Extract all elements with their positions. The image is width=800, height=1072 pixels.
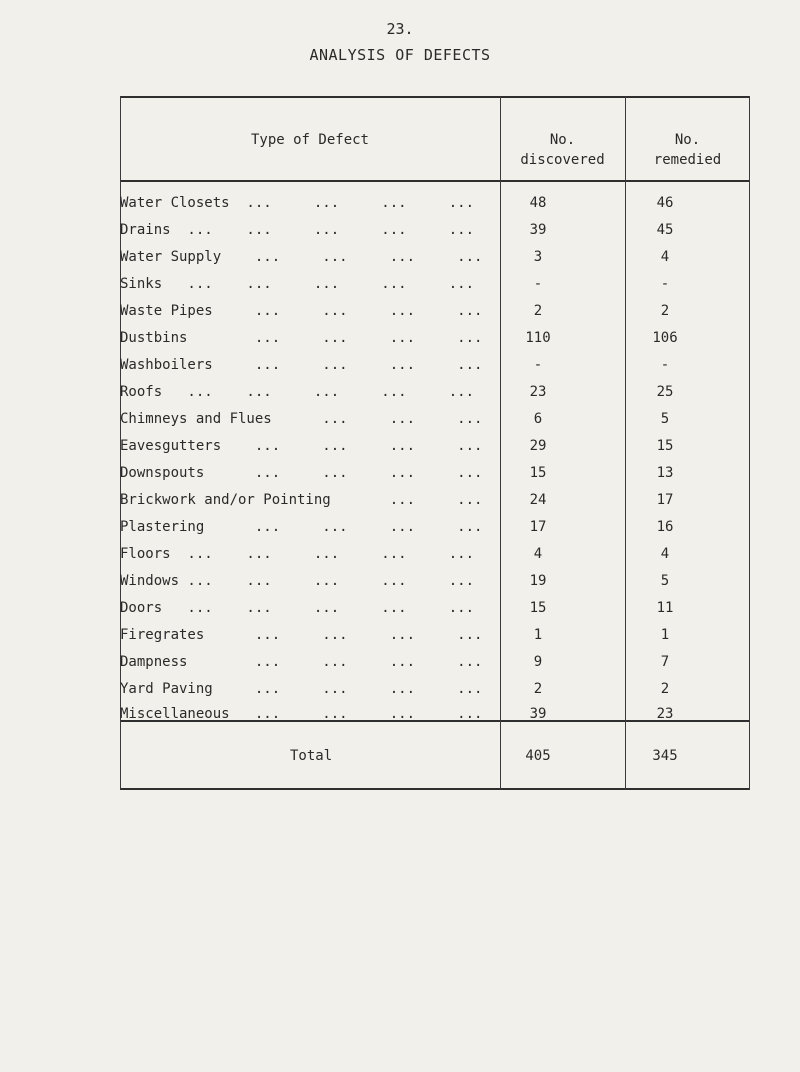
table-row	[120, 625, 750, 645]
discovered-count: 2	[533, 303, 543, 319]
table-row	[120, 517, 750, 537]
total-bottom-rule	[120, 788, 750, 790]
discovered-count: 23	[529, 384, 547, 400]
table-row	[120, 571, 750, 591]
defect-name: Downspouts ... ... ... ...	[120, 465, 483, 481]
page-number: 23.	[386, 20, 414, 38]
remedied-count: 46	[656, 195, 674, 211]
remedied-count: 7	[660, 654, 670, 670]
header-discovered	[500, 130, 625, 170]
table-row	[120, 652, 750, 672]
defect-name: Chimneys and Flues ... ... ...	[120, 411, 483, 427]
defect-name: Firegrates ... ... ... ...	[120, 627, 483, 643]
discovered-count: 4	[533, 546, 543, 562]
remedied-count: 25	[656, 384, 674, 400]
defect-name: Dustbins ... ... ... ...	[120, 330, 483, 346]
header-remedied-line1: No.	[674, 132, 701, 148]
header-type-of-defect: Type of Defect	[250, 132, 369, 148]
remedied-count: 11	[656, 600, 674, 616]
discovered-count: 24	[529, 492, 547, 508]
defect-name: Eavesgutters ... ... ... ...	[120, 438, 483, 454]
defect-name: Doors ... ... ... ... ...	[120, 600, 475, 616]
discovered-count: 1	[533, 627, 543, 643]
discovered-count: -	[533, 276, 543, 292]
defect-name: Miscellaneous ... ... ... ...	[120, 706, 483, 722]
discovered-count: 39	[529, 706, 547, 722]
defect-name: Plastering ... ... ... ...	[120, 519, 483, 535]
remedied-count: 5	[660, 573, 670, 589]
discovered-count: 15	[529, 465, 547, 481]
table-row	[120, 382, 750, 402]
discovered-count: 48	[529, 195, 547, 211]
table-row	[120, 704, 750, 724]
table-row	[120, 193, 750, 213]
remedied-count: 16	[656, 519, 674, 535]
table-row	[120, 598, 750, 618]
defect-name: Drains ... ... ... ... ...	[120, 222, 475, 238]
page-title: ANALYSIS OF DEFECTS	[309, 46, 491, 64]
discovered-count: 29	[529, 438, 547, 454]
top-rule	[120, 96, 750, 98]
remedied-count: -	[660, 357, 670, 373]
defect-name: Roofs ... ... ... ... ...	[120, 384, 475, 400]
remedied-count: 2	[660, 681, 670, 697]
remedied-count: -	[660, 276, 670, 292]
discovered-count: 6	[533, 411, 543, 427]
table-row	[120, 247, 750, 267]
defect-name: Yard Paving ... ... ... ...	[120, 681, 483, 697]
defect-name: Water Supply ... ... ... ...	[120, 249, 483, 265]
defect-name: Waste Pipes ... ... ... ...	[120, 303, 483, 319]
total-remedied: 345	[652, 748, 678, 764]
remedied-count: 4	[660, 546, 670, 562]
discovered-count: 15	[529, 600, 547, 616]
table-row	[120, 436, 750, 456]
table-row	[120, 220, 750, 240]
remedied-count: 45	[656, 222, 674, 238]
remedied-count: 106	[652, 330, 678, 346]
table-row	[120, 274, 750, 294]
remedied-count: 2	[660, 303, 670, 319]
table-row	[120, 679, 750, 699]
defect-name: Windows ... ... ... ... ...	[120, 573, 475, 589]
defect-name: Sinks ... ... ... ... ...	[120, 276, 475, 292]
header-remedied	[625, 130, 750, 170]
defect-name: Dampness ... ... ... ...	[120, 654, 483, 670]
remedied-count: 13	[656, 465, 674, 481]
discovered-count: 39	[529, 222, 547, 238]
total-discovered: 405	[525, 748, 551, 764]
discovered-count: 9	[533, 654, 543, 670]
defect-name: Water Closets ... ... ... ...	[120, 195, 475, 211]
defect-name: Floors ... ... ... ... ...	[120, 546, 475, 562]
defects-table	[120, 96, 750, 846]
defect-name: Washboilers ... ... ... ...	[120, 357, 483, 373]
total-row	[120, 746, 750, 766]
header-discovered-line1: No.	[549, 132, 576, 148]
header-bottom-rule	[120, 180, 750, 182]
remedied-count: 15	[656, 438, 674, 454]
table-row	[120, 328, 750, 348]
table-row	[120, 463, 750, 483]
discovered-count: 19	[529, 573, 547, 589]
remedied-count: 1	[660, 627, 670, 643]
table-row	[120, 544, 750, 564]
discovered-count: 110	[525, 330, 551, 346]
header-discovered-line2: discovered	[520, 152, 605, 168]
discovered-count: 2	[533, 681, 543, 697]
table-row	[120, 301, 750, 321]
remedied-count: 17	[656, 492, 674, 508]
discovered-count: -	[533, 357, 543, 373]
table-row	[120, 355, 750, 375]
remedied-count: 23	[656, 706, 674, 722]
defect-name: Brickwork and/or Pointing ... ...	[120, 492, 483, 508]
table-row	[120, 409, 750, 429]
discovered-count: 3	[533, 249, 543, 265]
remedied-count: 5	[660, 411, 670, 427]
table-row	[120, 490, 750, 510]
header-remedied-line2: remedied	[653, 152, 722, 168]
total-label: Total	[290, 748, 333, 764]
remedied-count: 4	[660, 249, 670, 265]
discovered-count: 17	[529, 519, 547, 535]
